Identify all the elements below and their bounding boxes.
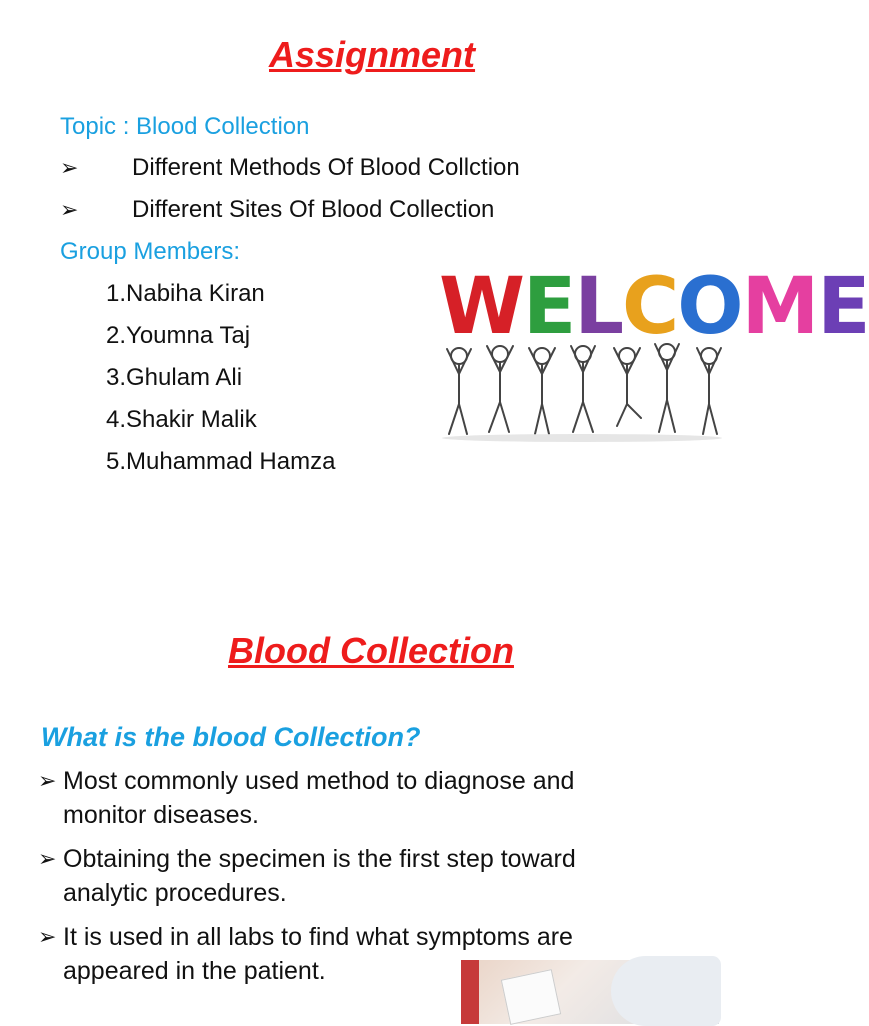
topic-label: Topic : Blood Collection xyxy=(60,113,310,140)
topic-bullet-2 xyxy=(60,196,495,224)
member-item: 3.Ghulam Ali xyxy=(106,364,243,391)
point-text: Obtaining the specimen is the first step toward analytic procedures. xyxy=(63,845,576,907)
point-item xyxy=(38,764,658,832)
member-item: 2.Youmna Taj xyxy=(106,322,251,349)
member-item: 1.Nabiha Kiran xyxy=(106,280,265,307)
arrow-bullet-icon: ➢ xyxy=(60,197,79,222)
welcome-letter: W xyxy=(439,262,524,352)
welcome-illustration xyxy=(437,262,869,444)
arrow-bullet-icon: ➢ xyxy=(38,768,57,793)
arrow-bullet-icon: ➢ xyxy=(38,924,57,949)
group-members-label: Group Members: xyxy=(60,238,241,265)
stick-figures-icon xyxy=(437,334,727,444)
welcome-letter: E xyxy=(817,262,869,352)
welcome-letter: L xyxy=(574,262,623,352)
gauze-pad xyxy=(501,969,561,1025)
point-text: It is used in all labs to find what symptoms are appeared in the patient. xyxy=(63,923,573,985)
welcome-letter: M xyxy=(741,262,818,352)
tourniquet xyxy=(461,960,479,1024)
point-text: Most commonly used method to diagnose and monitor diseases. xyxy=(63,767,575,829)
slide2-title: Blood Collection xyxy=(228,630,514,671)
arrow-bullet-icon: ➢ xyxy=(60,155,79,180)
welcome-letter: O xyxy=(677,262,742,352)
topic-bullet-2-text: Different Sites Of Blood Collection xyxy=(132,196,495,223)
welcome-letter: C xyxy=(622,262,678,352)
blood-collection-photo xyxy=(461,960,719,1024)
topic-bullet-1-text: Different Methods Of Blood Collction xyxy=(132,154,520,181)
arrow-bullet-icon: ➢ xyxy=(38,846,57,871)
question-heading: What is the blood Collection? xyxy=(41,722,421,752)
welcome-letter: E xyxy=(523,262,575,352)
member-item: 5.Muhammad Hamza xyxy=(106,448,336,475)
point-item xyxy=(38,842,658,910)
topic-bullet-1 xyxy=(60,154,520,182)
member-item: 4.Shakir Malik xyxy=(106,406,257,433)
slide1-title: Assignment xyxy=(269,34,476,75)
glove-hand xyxy=(611,956,721,1026)
